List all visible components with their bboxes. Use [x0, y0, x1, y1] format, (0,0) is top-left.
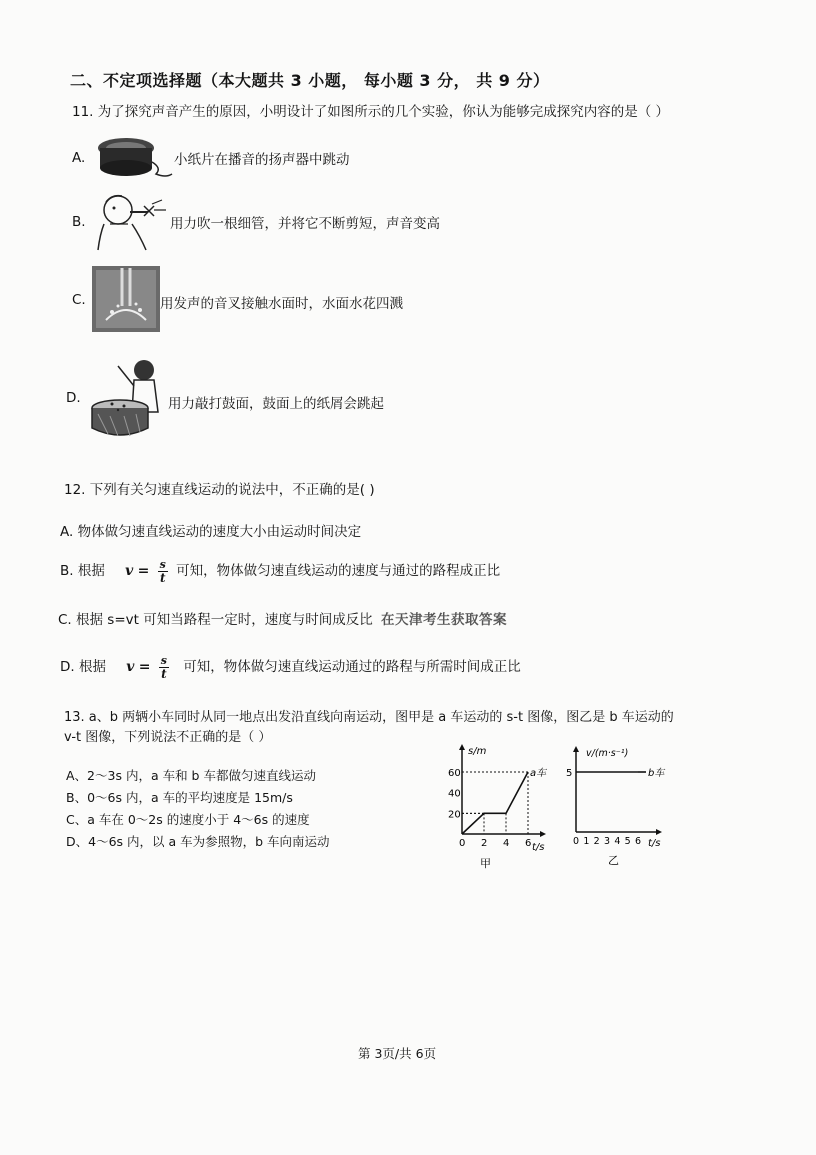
series-a-line [462, 772, 528, 834]
x-tick-label: 2 [481, 838, 488, 849]
x-tick-label: 1 [583, 836, 590, 847]
series-b-label: b车 [648, 768, 665, 779]
q13-option-d: D、4～6s 内，以 a 车为参照物，b 车向南运动 [66, 834, 330, 849]
x-tick-label: 6 [635, 836, 642, 847]
x-tick-label: 6 [525, 838, 532, 849]
drum-icon [88, 356, 168, 442]
q12-option-b-prefix: B. 根据 [60, 563, 105, 579]
q11-option-b-text: 用力吹一根细管，并将它不断剪短，声音变高 [170, 216, 440, 232]
y-tick-label: 5 [566, 768, 573, 779]
chart-jia [436, 740, 556, 870]
chart-caption: 甲 [480, 857, 491, 870]
q11-option-d-letter: D. [66, 390, 81, 406]
formula-equals: = [138, 659, 151, 675]
y-axis-label: v/(m·s⁻¹) [586, 748, 629, 759]
x-tick-label: 2 [593, 836, 600, 847]
q11-option-a-text: 小纸片在播音的扬声器中跳动 [174, 152, 350, 168]
formula-numerator: s [160, 653, 167, 667]
q12-option-d [60, 654, 521, 680]
x-axis-arrow [540, 831, 546, 837]
formula-numerator: s [159, 557, 166, 571]
speaker-icon [96, 132, 174, 186]
q11-option-c-letter: C. [72, 292, 86, 308]
question-12-stem: 12. 下列有关匀速直线运动的说法中，不正确的是( ) [64, 482, 375, 498]
formula-equals: = [137, 563, 150, 579]
q12-option-c-text: C. 根据 s=vt 可知当路程一定时，速度与时间成反比 [58, 612, 373, 628]
chart-caption: 乙 [608, 854, 619, 867]
series-a-label: a车 [530, 768, 547, 779]
y-axis-arrow [459, 744, 465, 750]
formula-fraction [159, 655, 169, 680]
q12-option-d-prefix: D. 根据 [60, 659, 106, 675]
x-tick-label: 0 [459, 838, 466, 849]
y-axis-arrow [573, 746, 579, 752]
y-tick-label: 40 [448, 788, 461, 800]
chart-yi [560, 740, 690, 870]
x-tick-label: 5 [624, 836, 631, 847]
q11-option-b-letter: B. [72, 214, 86, 230]
y-tick-label: 20 [448, 809, 461, 821]
y-axis-label: s/m [468, 746, 487, 757]
formula-fraction [158, 559, 168, 584]
blowing-tube-icon [92, 190, 176, 252]
watermark-text: 在天津考生获取答案 [381, 612, 508, 628]
x-tick-label: 0 [573, 836, 580, 847]
q13-option-c: C、a 车在 0～2s 的速度小于 4～6s 的速度 [66, 812, 310, 827]
x-axis-arrow [656, 829, 662, 835]
q11-option-c-text: 用发声的音叉接触水面时，水面水花四溅 [160, 296, 403, 312]
x-axis-label: t/s [532, 842, 545, 853]
q13-option-a: A、2～3s 内，a 车和 b 车都做匀速直线运动 [66, 768, 316, 783]
formula-denominator: t [161, 666, 167, 681]
question-13-stem-line1: 13. a、b 两辆小车同时从同一地点出发沿直线向南运动，图甲是 a 车运动的 s-t 图像，图乙是 b 车运动的 [64, 710, 674, 725]
formula-v: v [126, 659, 135, 675]
q12-option-b [60, 558, 500, 584]
q12-option-d-suffix: 可知，物体做匀速直线运动通过的路程与所需时间成正比 [183, 659, 521, 675]
q12-option-a: A. 物体做匀速直线运动的速度大小由运动时间决定 [60, 524, 362, 540]
q12-option-c [58, 608, 507, 628]
formula-denominator: t [159, 570, 166, 585]
q11-option-d-text: 用力敲打鼓面，鼓面上的纸屑会跳起 [168, 396, 384, 412]
x-tick-label: 3 [604, 836, 611, 847]
section-title: 二、不定项选择题（本大题共 3 小题， 每小题 3 分， 共 9 分） [70, 71, 550, 90]
tuning-fork-water-icon [92, 266, 160, 332]
y-tick-label: 60 [448, 768, 461, 779]
question-13-stem-line2: v-t 图像，下列说法不正确的是（ ） [64, 730, 272, 745]
q13-option-b: B、0～6s 内，a 车的平均速度是 15m/s [66, 790, 293, 805]
x-tick-label: 4 [503, 838, 510, 849]
question-11-stem: 11. 为了探究声音产生的原因，小明设计了如图所示的几个实验，你认为能够完成探究内容的是（ ） [72, 104, 670, 120]
x-tick-label: 4 [614, 836, 621, 847]
formula-v: v [125, 563, 134, 579]
q12-option-b-suffix: 可知，物体做匀速直线运动的速度与通过的路程成正比 [176, 563, 501, 579]
page-number: 第 3页/共 6页 [358, 1046, 437, 1061]
x-axis-label: t/s [648, 838, 661, 849]
q11-option-a-letter: A. [72, 150, 86, 166]
